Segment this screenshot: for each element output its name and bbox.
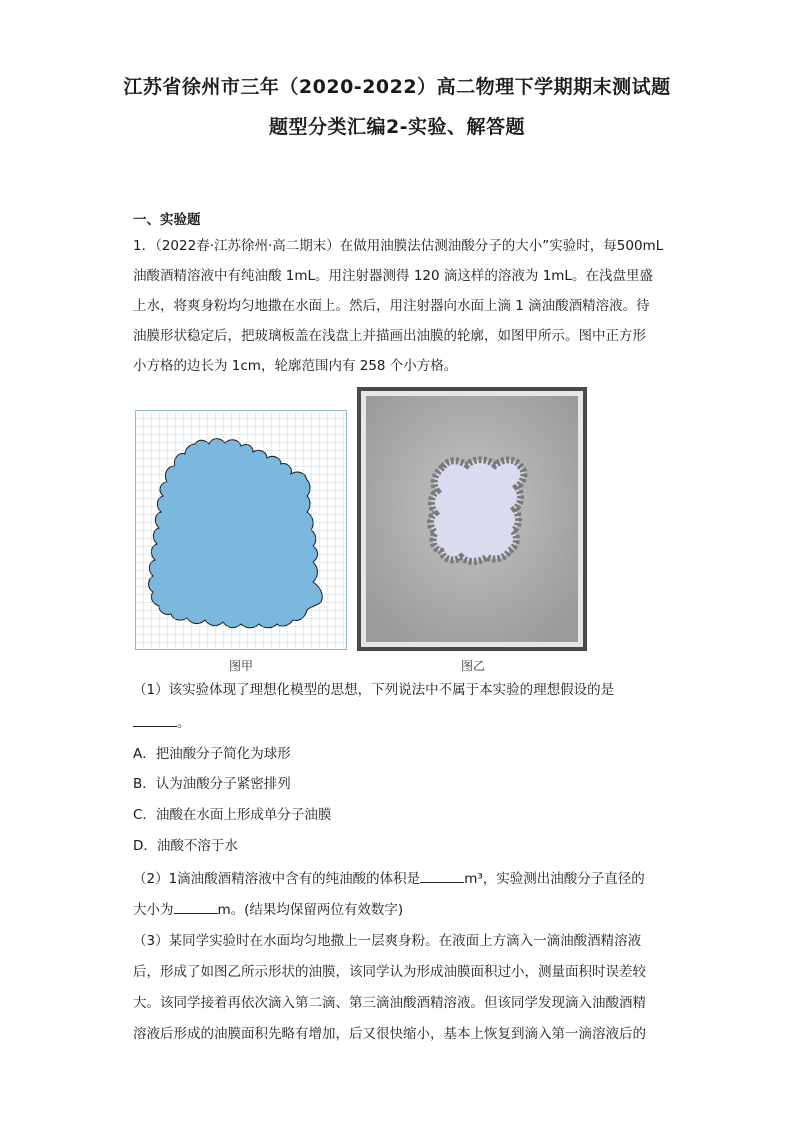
question-stem-line: 油膜形状稳定后，把玻璃板盖在浅盘上并描画出油膜的轮廓，如图甲所示。图中正方形 xyxy=(133,328,646,344)
sub-question-2-text-a: （2）1滴油酸酒精溶液中含有的纯油酸的体积是 xyxy=(133,871,421,887)
sub-question-1: （1）该实验体现了理想化模型的思想，下列说法中不属于本实验的理想假设的是 xyxy=(133,682,615,698)
option-c: C．油酸在水面上形成单分子油膜 xyxy=(133,807,332,823)
figure-b-caption: 图乙 xyxy=(461,659,486,673)
section-title: 一、实验题 xyxy=(133,212,201,228)
option-b: B．认为油酸分子紧密排列 xyxy=(133,776,291,792)
sub-question-2-text-b: m³，实验测出油酸分子直径的 xyxy=(464,871,645,887)
sub-question-3-line: 大。该同学接着再依次滴入第二滴、第三滴油酸酒精溶液。但该同学发现滴入油酸酒精 xyxy=(133,995,646,1011)
sub-question-1-answer xyxy=(133,712,673,733)
sub-question-2-line2 xyxy=(133,899,673,920)
sub-question-1-end: 。 xyxy=(177,715,191,731)
question-stem-line: 1．（2022春·江苏徐州·高二期末）在做用油膜法估测油酸分子的大小”实验时，每500mL xyxy=(133,238,664,254)
question-stem-line: 小方格的边长为 1cm，轮廓范围内有 258 个小方格。 xyxy=(133,358,458,374)
question-stem-line: 油酸酒精溶液中有纯油酸 1mL。用注射器测得 120 滴这样的溶液为 1mL。在浅盘里盛 xyxy=(133,268,653,284)
sub-question-2-text-c: 大小为 xyxy=(133,902,174,918)
option-d: D．油酸不溶于水 xyxy=(133,838,238,854)
answer-blank[interactable] xyxy=(174,899,218,914)
sub-question-3-line: （3）某同学实验时在水面均匀地撒上一层爽身粉。在液面上方滴入一滴油酸酒精溶液 xyxy=(133,933,642,949)
answer-blank[interactable] xyxy=(420,868,464,883)
sub-question-3-line: 后，形成了如图乙所示形状的油膜，该同学认为形成油膜面积过小，测量面积时误差较 xyxy=(133,964,646,980)
sub-question-2-line1 xyxy=(133,868,673,889)
sub-question-3-line: 溶液后形成的油膜面积先略有增加，后又很快缩小，基本上恢复到滴入第一滴溶液后的 xyxy=(133,1026,646,1042)
figure-b-tray xyxy=(357,387,587,651)
page-title-line2: 题型分类汇编2-实验、解答题 xyxy=(268,116,526,138)
question-stem-line: 上水，将爽身粉均匀地撒在水面上。然后，用注射器向水面上滴 1 滴油酸酒精溶液。待 xyxy=(133,298,650,314)
answer-blank[interactable] xyxy=(133,712,177,727)
figure-a-caption: 图甲 xyxy=(229,659,254,673)
sub-question-2-text-d: m。(结果均保留两位有效数字) xyxy=(217,902,404,918)
oil-film-b xyxy=(431,460,524,562)
page-title-line1: 江苏省徐州市三年（2020-2022）高二物理下学期期末测试题 xyxy=(123,76,671,98)
figure-a-grid xyxy=(135,410,347,650)
option-a: A．把油酸分子简化为球形 xyxy=(133,746,291,762)
